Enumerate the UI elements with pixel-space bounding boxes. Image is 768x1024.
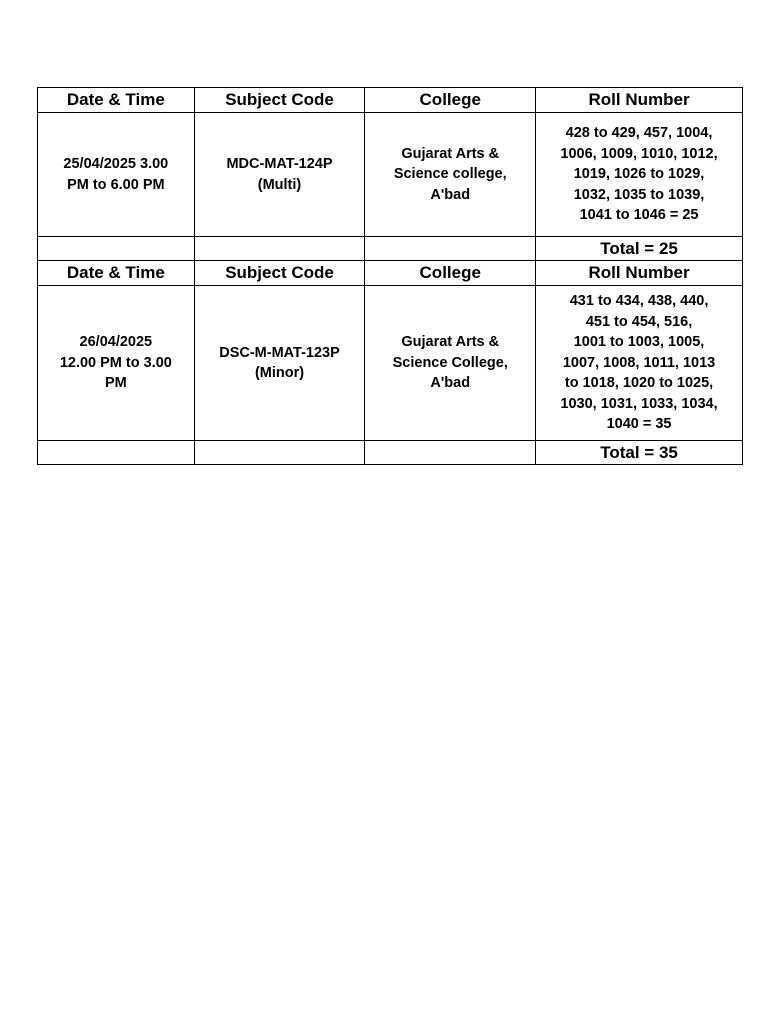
roll-number-line: 428 to 429, 457, 1004, — [565, 125, 713, 142]
college-cell — [365, 286, 536, 441]
roll-number-line: 1006, 1009, 1010, 1012, — [560, 145, 718, 162]
subject-code-line: MDC-MAT-124P — [226, 156, 333, 172]
college-line: A'bad — [430, 186, 471, 203]
subject-code-cell — [194, 113, 365, 237]
empty-cell — [194, 441, 365, 465]
table-header-row — [38, 261, 743, 286]
empty-cell — [365, 237, 536, 261]
header-subject-code: Subject Code — [194, 88, 365, 113]
empty-cell — [194, 237, 365, 261]
date-time-cell — [38, 286, 195, 441]
subject-code-line: DSC-M-MAT-123P — [219, 344, 340, 361]
header-roll-number: Roll Number — [536, 88, 743, 113]
table-header-row — [38, 88, 743, 113]
roll-number-line: 431 to 434, 438, 440, — [569, 293, 709, 310]
date-time-line: 12.00 PM to 3.00 — [59, 354, 172, 371]
college-cell — [365, 113, 536, 237]
date-time-line: 26/04/2025 — [79, 334, 153, 351]
roll-number-cell — [536, 286, 743, 441]
roll-number-line: to 1018, 1020 to 1025, — [564, 375, 714, 392]
roll-number-line: 1001 to 1003, 1005, — [573, 334, 705, 351]
table-row — [38, 113, 743, 237]
header-college: College — [365, 88, 536, 113]
roll-number-line: 1007, 1008, 1011, 1013 — [562, 354, 716, 371]
roll-number-line: 1032, 1035 to 1039, — [573, 186, 705, 203]
total-cell: Total = 35 — [536, 441, 743, 465]
college-line: Gujarat Arts & — [401, 334, 500, 351]
roll-number-line: 1040 = 35 — [606, 416, 672, 433]
total-cell: Total = 25 — [536, 237, 743, 261]
college-line: Science college, — [393, 166, 507, 183]
total-row — [38, 441, 743, 465]
roll-number-line: 451 to 454, 516, — [585, 313, 693, 330]
empty-cell — [38, 237, 195, 261]
header-date-time: Date & Time — [38, 88, 195, 113]
date-time-line: PM to 6.00 PM — [67, 176, 165, 193]
header-subject-code: Subject Code — [194, 261, 365, 286]
college-line: A'bad — [430, 375, 471, 392]
college-line: Gujarat Arts & — [401, 145, 500, 162]
total-row — [38, 237, 743, 261]
subject-code-cell — [194, 286, 365, 441]
exam-schedule-table — [37, 87, 743, 465]
header-roll-number: Roll Number — [536, 261, 743, 286]
empty-cell — [38, 441, 195, 465]
subject-code-line: (Minor) — [254, 365, 305, 381]
table-row — [38, 286, 743, 441]
date-time-cell — [38, 113, 195, 237]
college-line: Science College, — [392, 354, 508, 371]
date-time-line: PM — [104, 375, 127, 392]
roll-number-line: 1030, 1031, 1033, 1034, — [560, 395, 718, 412]
date-time-line: 25/04/2025 3.00 — [63, 156, 169, 172]
header-date-time: Date & Time — [38, 261, 195, 286]
subject-code-line: (Multi) — [257, 176, 302, 193]
header-college: College — [365, 261, 536, 286]
empty-cell — [365, 441, 536, 465]
roll-number-line: 1019, 1026 to 1029, — [573, 166, 705, 183]
roll-number-line: 1041 to 1046 = 25 — [579, 207, 699, 224]
roll-number-cell — [536, 113, 743, 237]
